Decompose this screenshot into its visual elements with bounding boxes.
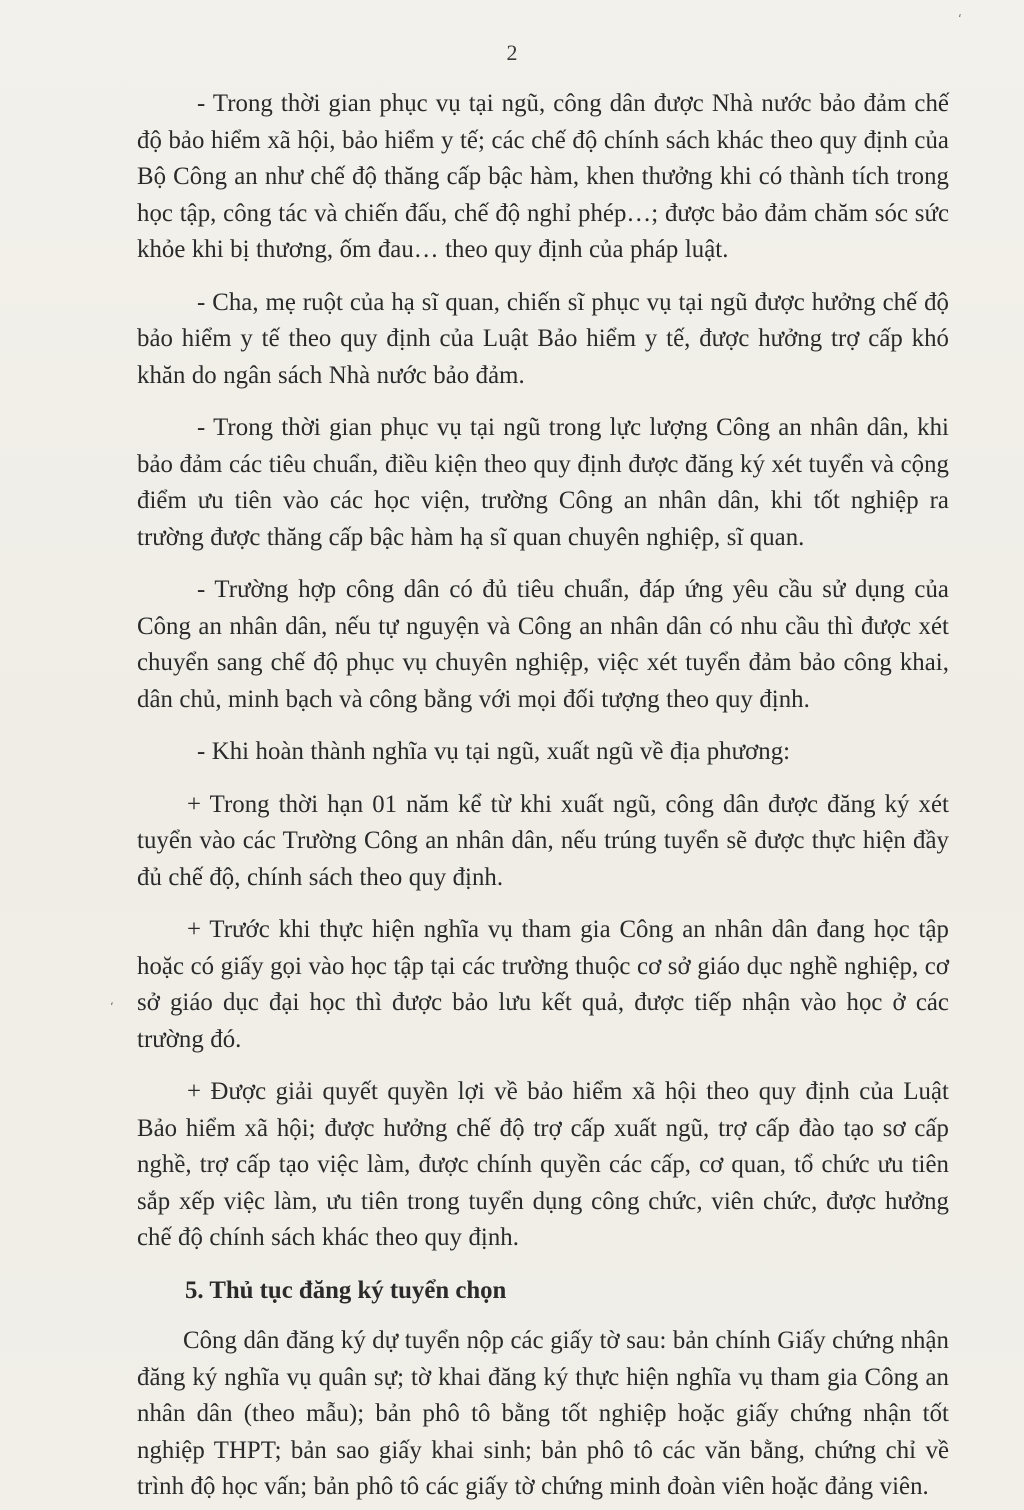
paragraph-academy-admission: - Trong thời gian phục vụ tại ngũ trong lực lượng Công an nhân dân, khi bảo đảm các tiêu chuẩn, điều kiện theo quy định được đăng ký xét tuyển và cộng điểm ưu tiên vào các học viện, trường Công an nhân dân, khi tốt nghiệp ra trường được thăng cấp bậc hàm hạ sĩ quan chuyên nghiệp, sĩ quan. <box>137 414 949 551</box>
section-heading: 5. Thủ tục đăng ký tuyển chọn <box>185 1276 507 1304</box>
scan-speck: ʻ <box>110 1000 114 1014</box>
document-body <box>137 86 949 1506</box>
paragraph-professional-service: - Trường hợp công dân có đủ tiêu chuẩn, đáp ứng yêu cầu sử dụng của Công an nhân dân, nếu tự nguyện và Công an nhân dân có nhu cầu thì được xét chuyển sang chế độ phục vụ chuyên nghiệp, việc xét tuyển đảm bảo công khai, dân chủ, minh bạch và công bằng với mọi đối tượng theo quy định. <box>137 576 949 713</box>
paragraph-discharge-intro: - Khi hoàn thành nghĩa vụ tại ngũ, xuất ngũ về địa phương: <box>197 738 791 765</box>
paragraph-insurance-benefits: - Trong thời gian phục vụ tại ngũ, công dân được Nhà nước bảo đảm chế độ bảo hiểm xã hội, bảo hiểm y tế; các chế độ chính sách khác theo quy định của Bộ Công an như chế độ thăng cấp bậc hàm, khen thưởng khi có thành tích trong học tập, công tác và chiến đấu, chế độ nghỉ phép…; được bảo đảm chăm sóc sức khỏe khi bị thương, ốm đau… theo quy định của pháp luật. <box>137 90 949 263</box>
paragraph-parents-health-insurance: - Cha, mẹ ruột của hạ sĩ quan, chiến sĩ phục vụ tại ngũ được hưởng chế độ bảo hiểm y tế theo quy định của Luật Bảo hiểm y tế, được hưởng trợ cấp khó khăn do ngân sách Nhà nước bảo đảm. <box>137 288 949 389</box>
scan-speck: ʻ <box>958 12 962 26</box>
page-number: 2 <box>506 40 518 65</box>
section-body-paragraph: Công dân đăng ký dự tuyển nộp các giấy tờ sau: bản chính Giấy chứng nhận đăng ký nghĩa vụ quân sự; tờ khai đăng ký thực hiện nghĩa vụ tham gia Công an nhân dân (theo mẫu); bản phô tô bằng tốt nghiệp hoặc giấy chứng nhận tốt nghiệp THPT; bản sao giấy khai sinh; bản phô tô các văn bằng, chứng chỉ về trình độ học vấn; bản phô tô các giấy tờ chứng minh đoàn viên hoặc đảng viên. <box>137 1327 949 1500</box>
paragraph-discharge-school-admission: + Trong thời hạn 01 năm kể từ khi xuất ngũ, công dân được đăng ký xét tuyển vào các Trường Công an nhân dân, nếu trúng tuyển sẽ được thực hiện đầy đủ chế độ, chính sách theo quy định. <box>137 790 949 891</box>
paragraph-discharge-social-insurance: + Được giải quyết quyền lợi về bảo hiểm xã hội theo quy định của Luật Bảo hiểm xã hội; được hưởng chế độ trợ cấp xuất ngũ, trợ cấp đào tạo sơ cấp nghề, trợ cấp tạo việc làm, được chính quyền các cấp, cơ quan, tổ chức ưu tiên sắp xếp việc làm, ưu tiên trong tuyển dụng công chức, viên chức, được hưởng chế độ chính sách khác theo quy định. <box>137 1078 949 1251</box>
paragraph-discharge-study-reserve: + Trước khi thực hiện nghĩa vụ tham gia Công an nhân dân đang học tập hoặc có giấy gọi vào học tập tại các trường thuộc cơ sở giáo dục nghề nghiệp, cơ sở giáo dục đại học thì được bảo lưu kết quả, được tiếp nhận vào học ở các trường đó. <box>137 916 949 1053</box>
